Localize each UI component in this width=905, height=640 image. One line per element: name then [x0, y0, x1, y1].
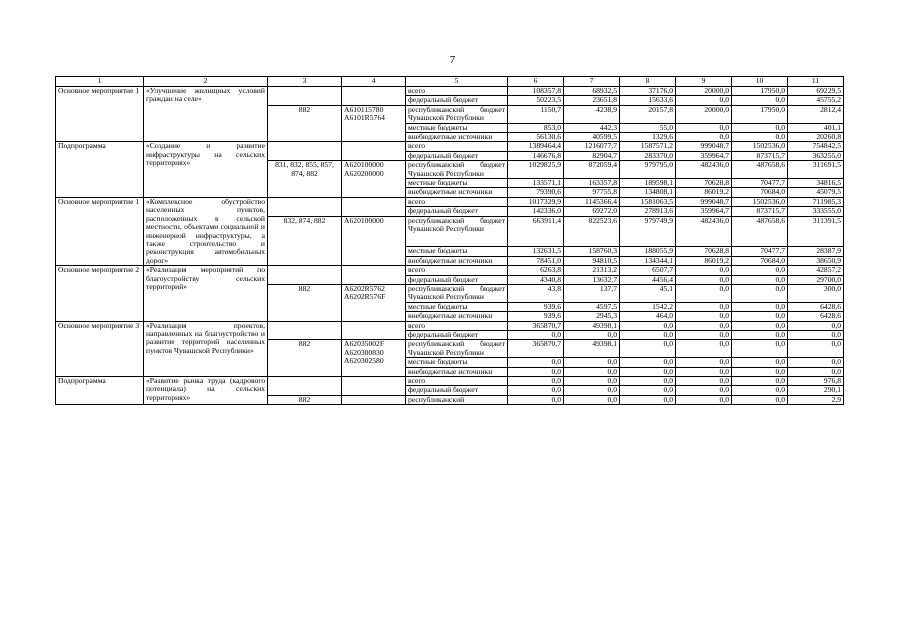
kbk-code-empty — [342, 266, 406, 275]
amount-cell: 4238,9 — [564, 105, 620, 123]
amount-cell: 0,0 — [732, 312, 788, 321]
amount-cell: 78451,0 — [508, 256, 564, 265]
budget-code-empty — [268, 330, 342, 339]
amount-cell: 70477,7 — [732, 179, 788, 188]
amount-cell: 0,0 — [676, 340, 732, 358]
amount-cell: 1145366,4 — [564, 197, 620, 206]
amount-cell: 4597,5 — [564, 302, 620, 311]
kbk-code-empty — [342, 96, 406, 105]
funding-source: федеральный бюджет — [406, 275, 508, 284]
amount-cell: 1329,6 — [620, 133, 676, 142]
amount-cell: 0,0 — [676, 302, 732, 311]
amount-cell: 20157,8 — [620, 105, 676, 123]
amount-cell: 188055,9 — [620, 247, 676, 256]
amount-cell: 711985,3 — [788, 197, 844, 206]
amount-cell: 333555,0 — [788, 207, 844, 216]
amount-cell: 300,0 — [788, 284, 844, 302]
amount-cell: 45,1 — [620, 284, 676, 302]
amount-cell: 0,0 — [620, 321, 676, 330]
funding-source: республиканский — [406, 395, 508, 404]
budget-code: 882 — [268, 340, 342, 377]
amount-cell: 6507,7 — [620, 266, 676, 275]
funding-source: внебюджетные источники — [406, 133, 508, 142]
amount-cell: 17950,0 — [732, 105, 788, 123]
amount-cell: 29700,0 — [788, 275, 844, 284]
amount-cell: 999048,7 — [676, 197, 732, 206]
amount-cell: 86019,2 — [676, 188, 732, 197]
amount-cell: 69272,0 — [564, 207, 620, 216]
amount-cell: 872059,4 — [564, 161, 620, 179]
amount-cell: 0,0 — [732, 340, 788, 358]
amount-cell: 45079,5 — [788, 188, 844, 197]
amount-cell: 0,0 — [676, 367, 732, 376]
amount-cell: 45755,2 — [788, 96, 844, 105]
program-name: «Комплексное обустройство населенных пунктов, расположенных в сельской местности, объектами социальной и инженерной инфраструктуры, а также строительство и реконструкция автомобильных дорог» — [144, 197, 268, 265]
budget-table — [55, 76, 844, 405]
amount-cell: 0,0 — [676, 284, 732, 302]
kbk-code-empty — [342, 386, 406, 395]
column-number: 3 — [268, 77, 342, 87]
kbk-code-empty — [342, 142, 406, 151]
budget-code-empty — [268, 142, 342, 151]
amount-cell: 6428,6 — [788, 302, 844, 311]
amount-cell: 663911,4 — [508, 216, 564, 247]
amount-cell: 1017329,9 — [508, 197, 564, 206]
funding-source: федеральный бюджет — [406, 207, 508, 216]
amount-cell: 0,0 — [676, 358, 732, 367]
amount-cell: 0,0 — [620, 358, 676, 367]
amount-cell: 401,1 — [788, 123, 844, 132]
amount-cell: 873715,7 — [732, 151, 788, 160]
amount-cell: 0,0 — [788, 340, 844, 358]
amount-cell: 132631,5 — [508, 247, 564, 256]
program-type: Подпрограмма — [56, 377, 144, 405]
funding-source: внебюджетные источники — [406, 256, 508, 265]
amount-cell: 108357,8 — [508, 87, 564, 96]
amount-cell: 0,0 — [508, 377, 564, 386]
amount-cell: 49398,1 — [564, 340, 620, 358]
amount-cell: 0,0 — [676, 330, 732, 339]
amount-cell: 0,0 — [620, 367, 676, 376]
amount-cell: 0,0 — [676, 395, 732, 404]
funding-source: республиканский бюджет Чувашской Республики — [406, 161, 508, 179]
amount-cell: 1587571,2 — [620, 142, 676, 151]
amount-cell: 0,0 — [620, 330, 676, 339]
funding-source: республиканский бюджет Чувашской Республики — [406, 105, 508, 123]
amount-cell: 2945,3 — [564, 312, 620, 321]
amount-cell: 4456,4 — [620, 275, 676, 284]
amount-cell: 311391,5 — [788, 216, 844, 247]
column-number: 2 — [144, 77, 268, 87]
amount-cell: 0,0 — [676, 377, 732, 386]
amount-cell: 70684,0 — [732, 188, 788, 197]
amount-cell: 134344,1 — [620, 256, 676, 265]
amount-cell: 754842,5 — [788, 142, 844, 151]
amount-cell: 822523,6 — [564, 216, 620, 247]
amount-cell: 0,0 — [508, 395, 564, 404]
column-number: 9 — [676, 77, 732, 87]
amount-cell: 1029825,9 — [508, 161, 564, 179]
kbk-code — [342, 395, 406, 404]
amount-cell: 21313,2 — [564, 266, 620, 275]
amount-cell: 163357,8 — [564, 179, 620, 188]
amount-cell: 2812,4 — [788, 105, 844, 123]
amount-cell: 853,0 — [508, 123, 564, 132]
program-type: Подпрограмма — [56, 142, 144, 197]
program-name: «Улучшение жилищных условий граждан на селе» — [144, 87, 268, 142]
amount-cell: 68932,5 — [564, 87, 620, 96]
budget-code-empty — [268, 377, 342, 386]
amount-cell: 0,0 — [620, 377, 676, 386]
amount-cell: 0,0 — [732, 133, 788, 142]
budget-code: 882 — [268, 395, 342, 404]
funding-source: федеральный бюджет — [406, 386, 508, 395]
column-number: 1 — [56, 77, 144, 87]
amount-cell: 37176,0 — [620, 87, 676, 96]
amount-cell: 979749,9 — [620, 216, 676, 247]
column-number: 4 — [342, 77, 406, 87]
kbk-code-empty — [342, 87, 406, 96]
funding-source: всего — [406, 197, 508, 206]
amount-cell: 0,0 — [564, 395, 620, 404]
amount-cell: 0,0 — [788, 330, 844, 339]
amount-cell: 49398,1 — [564, 321, 620, 330]
amount-cell: 20260,8 — [788, 133, 844, 142]
amount-cell: 873715,7 — [732, 207, 788, 216]
budget-code-empty — [268, 321, 342, 330]
amount-cell: 0,0 — [732, 123, 788, 132]
amount-cell: 0,0 — [676, 312, 732, 321]
funding-source: федеральный бюджет — [406, 330, 508, 339]
funding-source: всего — [406, 87, 508, 96]
table-row — [56, 87, 844, 96]
amount-cell: 50223,5 — [508, 96, 564, 105]
budget-code-empty — [268, 266, 342, 275]
amount-cell: 23651,8 — [564, 96, 620, 105]
amount-cell: 365870,7 — [508, 321, 564, 330]
kbk-code: А610115780 А6101R5764 — [342, 105, 406, 142]
amount-cell: 79390,6 — [508, 188, 564, 197]
funding-source: республиканский бюджет Чувашской Республики — [406, 216, 508, 247]
amount-cell: 290,1 — [788, 386, 844, 395]
amount-cell: 0,0 — [564, 330, 620, 339]
amount-cell: 976,8 — [788, 377, 844, 386]
amount-cell: 70477,7 — [732, 247, 788, 256]
program-type: Основное мероприятие 1 — [56, 87, 144, 142]
amount-cell: 979795,0 — [620, 161, 676, 179]
amount-cell: 359964,7 — [676, 207, 732, 216]
amount-cell: 137,7 — [564, 284, 620, 302]
funding-source: республиканский бюджет Чувашской Республики — [406, 340, 508, 358]
amount-cell: 0,0 — [732, 266, 788, 275]
amount-cell: 0,0 — [788, 367, 844, 376]
amount-cell: 2,9 — [788, 395, 844, 404]
amount-cell: 0,0 — [788, 321, 844, 330]
amount-cell: 6263,8 — [508, 266, 564, 275]
amount-cell: 43,8 — [508, 284, 564, 302]
table-row — [56, 197, 844, 206]
kbk-code-empty — [342, 275, 406, 284]
amount-cell: 0,0 — [732, 386, 788, 395]
amount-cell: 82904,7 — [564, 151, 620, 160]
amount-cell: 1150,7 — [508, 105, 564, 123]
budget-code-empty — [268, 96, 342, 105]
amount-cell: 94810,5 — [564, 256, 620, 265]
amount-cell: 999048,7 — [676, 142, 732, 151]
amount-cell: 365870,7 — [508, 340, 564, 358]
funding-source: всего — [406, 266, 508, 275]
budget-code: 831, 832, 855, 857, 874, 882 — [268, 161, 342, 198]
kbk-code-empty — [342, 151, 406, 160]
funding-source: федеральный бюджет — [406, 151, 508, 160]
kbk-code: А620100000 А620200000 — [342, 161, 406, 198]
program-type: Основное мероприятие 2 — [56, 266, 144, 321]
amount-cell: 482436,0 — [676, 216, 732, 247]
column-number-row — [56, 77, 844, 87]
amount-cell: 0,0 — [732, 358, 788, 367]
amount-cell: 34816,5 — [788, 179, 844, 188]
amount-cell: 0,0 — [732, 377, 788, 386]
kbk-code: А620100000 — [342, 216, 406, 265]
amount-cell: 1542,2 — [620, 302, 676, 311]
amount-cell: 0,0 — [676, 321, 732, 330]
budget-code-empty — [268, 197, 342, 206]
amount-cell: 0,0 — [676, 133, 732, 142]
amount-cell: 939,6 — [508, 302, 564, 311]
column-number: 7 — [564, 77, 620, 87]
program-type: Основное мероприятие 3 — [56, 321, 144, 376]
budget-code-empty — [268, 386, 342, 395]
amount-cell: 1389464,4 — [508, 142, 564, 151]
amount-cell: 278913,6 — [620, 207, 676, 216]
funding-source: республиканский бюджет Чувашской Республики — [406, 284, 508, 302]
amount-cell: 134808,1 — [620, 188, 676, 197]
column-number: 11 — [788, 77, 844, 87]
amount-cell: 0,0 — [564, 367, 620, 376]
amount-cell: 0,0 — [620, 395, 676, 404]
amount-cell: 0,0 — [676, 275, 732, 284]
budget-code-empty — [268, 151, 342, 160]
program-name: «Создание и развитие инфраструктуры на сельских территориях» — [144, 142, 268, 197]
amount-cell: 6428,6 — [788, 312, 844, 321]
funding-source: местные бюджеты — [406, 179, 508, 188]
amount-cell: 0,0 — [620, 386, 676, 395]
amount-cell: 70628,8 — [676, 247, 732, 256]
funding-source: местные бюджеты — [406, 302, 508, 311]
funding-source: всего — [406, 377, 508, 386]
amount-cell: 15633,6 — [620, 96, 676, 105]
amount-cell: 939,6 — [508, 312, 564, 321]
kbk-code-empty — [342, 197, 406, 206]
amount-cell: 1216077,7 — [564, 142, 620, 151]
column-number: 6 — [508, 77, 564, 87]
amount-cell: 363255,0 — [788, 151, 844, 160]
amount-cell: 283370,0 — [620, 151, 676, 160]
funding-source: местные бюджеты — [406, 358, 508, 367]
amount-cell: 0,0 — [788, 358, 844, 367]
amount-cell: 17950,0 — [732, 87, 788, 96]
kbk-code-empty — [342, 207, 406, 216]
amount-cell: 0,0 — [732, 284, 788, 302]
amount-cell: 0,0 — [732, 330, 788, 339]
amount-cell: 0,0 — [508, 386, 564, 395]
amount-cell: 158760,3 — [564, 247, 620, 256]
funding-source: внебюджетные источники — [406, 312, 508, 321]
amount-cell: 487658,6 — [732, 216, 788, 247]
amount-cell: 0,0 — [732, 321, 788, 330]
amount-cell: 133571,1 — [508, 179, 564, 188]
amount-cell: 464,0 — [620, 312, 676, 321]
amount-cell: 0,0 — [732, 96, 788, 105]
amount-cell: 482436,0 — [676, 161, 732, 179]
funding-source: всего — [406, 321, 508, 330]
kbk-code-empty — [342, 321, 406, 330]
kbk-code-empty — [342, 377, 406, 386]
table-row — [56, 321, 844, 330]
funding-source: внебюджетные источники — [406, 367, 508, 376]
funding-source: местные бюджеты — [406, 123, 508, 132]
amount-cell: 0,0 — [732, 367, 788, 376]
amount-cell: 442,3 — [564, 123, 620, 132]
column-number: 10 — [732, 77, 788, 87]
amount-cell: 40599,5 — [564, 133, 620, 142]
amount-cell: 0,0 — [676, 123, 732, 132]
program-type: Основное мероприятие 1 — [56, 197, 144, 265]
amount-cell: 97755,8 — [564, 188, 620, 197]
amount-cell: 0,0 — [676, 266, 732, 275]
amount-cell: 56130,6 — [508, 133, 564, 142]
amount-cell: 0,0 — [620, 340, 676, 358]
amount-cell: 142336,0 — [508, 207, 564, 216]
amount-cell: 189598,1 — [620, 179, 676, 188]
budget-code-empty — [268, 207, 342, 216]
amount-cell: 0,0 — [508, 330, 564, 339]
amount-cell: 70684,0 — [732, 256, 788, 265]
amount-cell: 28387,9 — [788, 247, 844, 256]
amount-cell: 146676,8 — [508, 151, 564, 160]
table-row — [56, 377, 844, 386]
amount-cell: 487658,6 — [732, 161, 788, 179]
funding-source: местные бюджеты — [406, 247, 508, 256]
amount-cell: 311691,5 — [788, 161, 844, 179]
program-name: «Реализация мероприятий по благоустройству сельских территорий» — [144, 266, 268, 321]
amount-cell: 0,0 — [676, 96, 732, 105]
amount-cell: 1581063,5 — [620, 197, 676, 206]
amount-cell: 0,0 — [508, 358, 564, 367]
budget-code: 832, 874, 882 — [268, 216, 342, 265]
amount-cell: 20000,0 — [676, 87, 732, 96]
amount-cell: 0,0 — [564, 386, 620, 395]
kbk-code-empty — [342, 330, 406, 339]
amount-cell: 38650,9 — [788, 256, 844, 265]
amount-cell: 42857,2 — [788, 266, 844, 275]
amount-cell: 1502536,0 — [732, 142, 788, 151]
amount-cell: 86019,2 — [676, 256, 732, 265]
amount-cell: 13632,7 — [564, 275, 620, 284]
program-name: «Развитие рынка труда (кадрового потенциала) на сельских территориях» — [144, 377, 268, 405]
column-number: 5 — [406, 77, 508, 87]
amount-cell: 359964,7 — [676, 151, 732, 160]
table-row — [56, 142, 844, 151]
funding-source: федеральный бюджет — [406, 96, 508, 105]
amount-cell: 1502536,0 — [732, 197, 788, 206]
amount-cell: 69229,5 — [788, 87, 844, 96]
amount-cell: 0,0 — [508, 367, 564, 376]
amount-cell: 4340,8 — [508, 275, 564, 284]
amount-cell: 20000,0 — [676, 105, 732, 123]
column-number: 8 — [620, 77, 676, 87]
kbk-code: А62035002F А620300830 А620302580 — [342, 340, 406, 377]
amount-cell: 0,0 — [732, 302, 788, 311]
amount-cell: 0,0 — [732, 275, 788, 284]
funding-source: внебюджетные источники — [406, 188, 508, 197]
page-number: 7 — [449, 54, 456, 66]
budget-code-empty — [268, 275, 342, 284]
kbk-code: А6202R5762 А6202R576F — [342, 284, 406, 321]
amount-cell: 55,0 — [620, 123, 676, 132]
budget-code: 882 — [268, 284, 342, 321]
amount-cell: 0,0 — [564, 358, 620, 367]
budget-code-empty — [268, 87, 342, 96]
amount-cell: 0,0 — [732, 395, 788, 404]
amount-cell: 0,0 — [564, 377, 620, 386]
table-row — [56, 266, 844, 275]
program-name: «Реализация проектов, направленных на благоустройство и развитие территорий населенных пунктов Чувашской Республики» — [144, 321, 268, 376]
funding-source: всего — [406, 142, 508, 151]
amount-cell: 70628,8 — [676, 179, 732, 188]
amount-cell: 0,0 — [676, 386, 732, 395]
budget-code: 882 — [268, 105, 342, 142]
